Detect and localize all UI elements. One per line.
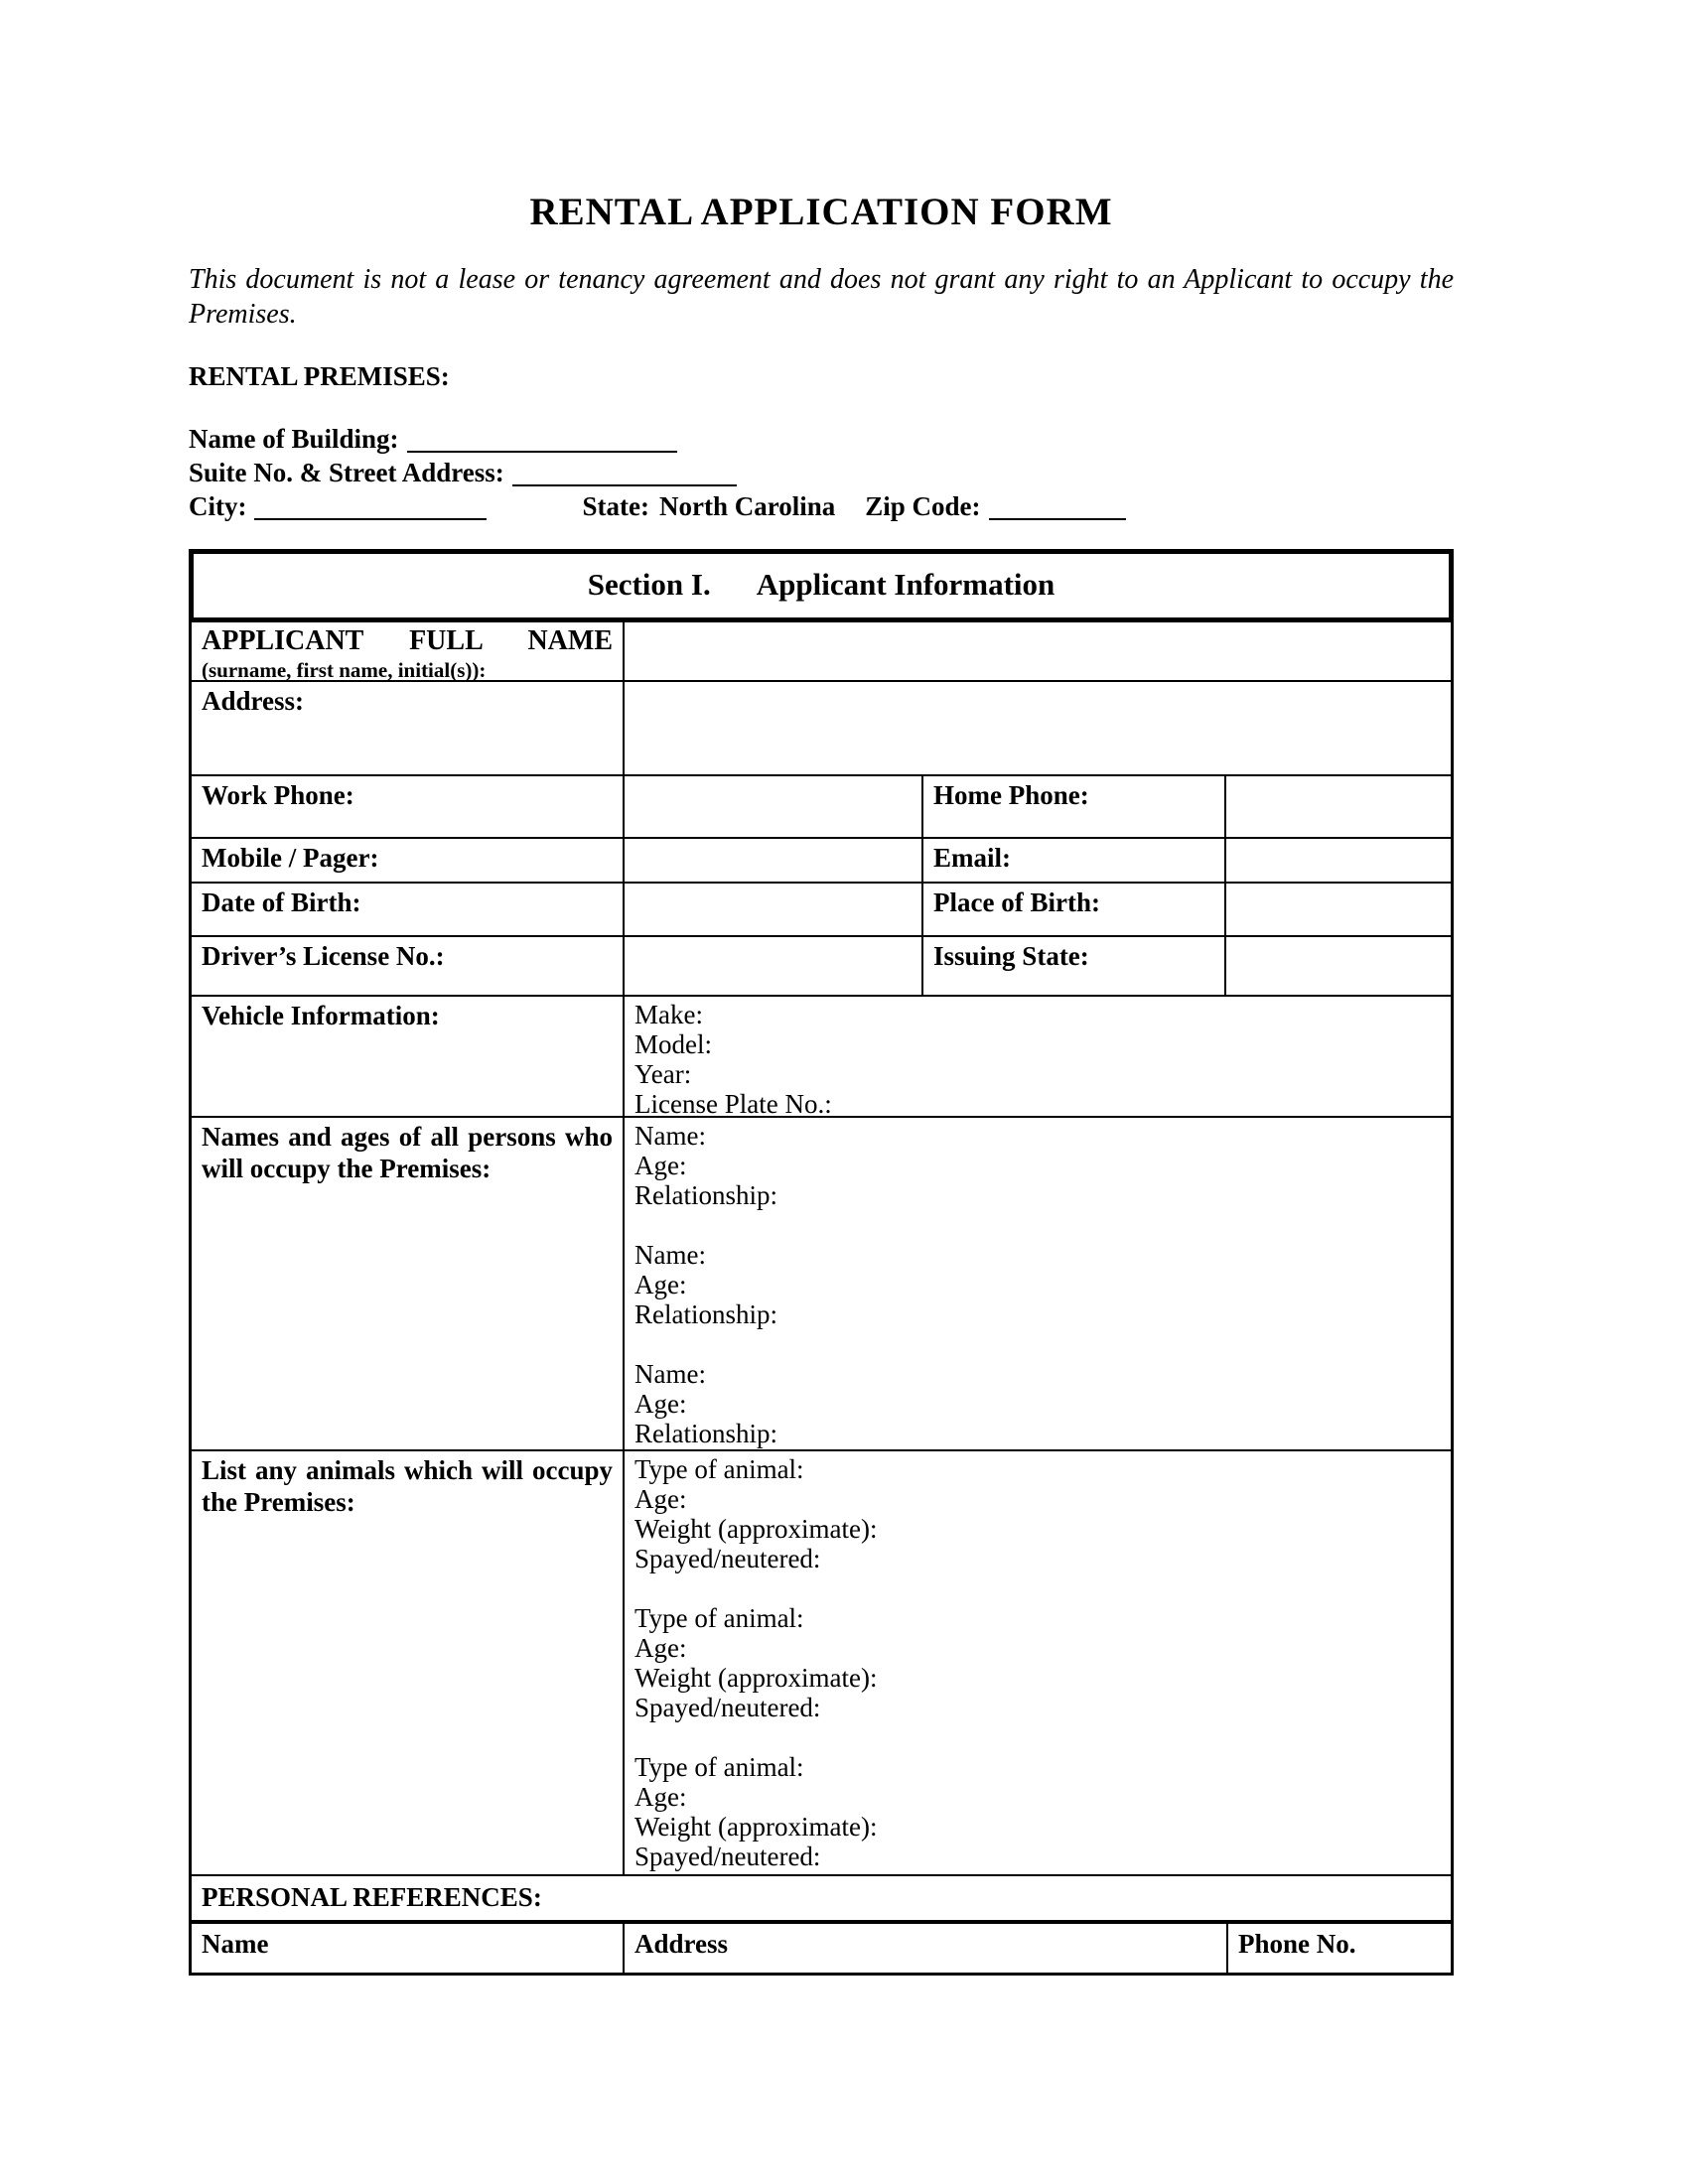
work-phone-input-cell[interactable] <box>623 776 921 837</box>
suite-street-field[interactable] <box>512 482 737 486</box>
state-label: State: <box>582 491 649 521</box>
section1-title: Applicant Information <box>756 567 1055 602</box>
occupant-age-label: Age: <box>634 1151 687 1180</box>
animal-weight-label: Weight (approximate): <box>634 1514 878 1544</box>
building-name-line <box>189 422 1454 456</box>
section1-number: Section I. <box>587 567 711 602</box>
occupants-input-cell[interactable] <box>623 1118 1451 1449</box>
animal-group <box>634 1752 1441 1871</box>
address-label: Address: <box>202 686 305 716</box>
date-of-birth-input-cell[interactable] <box>623 884 921 935</box>
occupant-name-label: Name: <box>634 1240 706 1270</box>
zip-code-label: Zip Code: <box>865 491 981 521</box>
building-name-label: Name of Building: <box>189 424 399 454</box>
vehicle-model-label: Model: <box>634 1029 712 1059</box>
drivers-license-label: Driver’s License No.: <box>202 941 445 971</box>
row-personal-references <box>192 1874 1451 1920</box>
animal-age-label: Age: <box>634 1484 687 1514</box>
applicant-name-label: APPLICANT FULL NAME <box>202 625 613 656</box>
page-title: RENTAL APPLICATION FORM <box>529 191 1113 233</box>
row-vehicle <box>192 995 1451 1119</box>
email-input-cell[interactable] <box>1224 839 1451 882</box>
issuing-state-input-cell[interactable] <box>1224 937 1451 995</box>
occupant-age-label: Age: <box>634 1270 687 1299</box>
animal-spayed-label: Spayed/neutered: <box>634 1842 821 1871</box>
animals-input-cell[interactable] <box>623 1451 1451 1874</box>
date-of-birth-label: Date of Birth: <box>202 887 361 917</box>
city-label: City: <box>189 491 247 521</box>
vehicle-info-input-cell[interactable] <box>623 997 1451 1119</box>
row-animals <box>192 1449 1451 1874</box>
mobile-pager-input-cell[interactable] <box>623 839 921 882</box>
animal-age-label: Age: <box>634 1782 687 1812</box>
row-address <box>192 680 1451 774</box>
occupant-relationship-label: Relationship: <box>634 1299 777 1329</box>
zip-code-field[interactable] <box>989 516 1126 520</box>
row-mobile-email <box>192 837 1451 882</box>
personal-references-heading: PERSONAL REFERENCES: <box>202 1882 542 1912</box>
row-occupants <box>192 1116 1451 1449</box>
occupant-group <box>634 1121 1441 1210</box>
suite-street-label: Suite No. & Street Address: <box>189 458 504 487</box>
animal-weight-label: Weight (approximate): <box>634 1812 878 1842</box>
row-work-home-phone <box>192 774 1451 837</box>
vehicle-info-label: Vehicle Information: <box>202 1001 440 1030</box>
mobile-pager-label: Mobile / Pager: <box>202 843 379 873</box>
disclaimer-text: This document is not a lease or tenancy agreement and does not grant any right to an Applicant to occupy the Premises. <box>189 264 1454 330</box>
row-license <box>192 935 1451 995</box>
state-value: North Carolina <box>658 491 836 521</box>
section1-header <box>189 549 1454 622</box>
home-phone-input-cell[interactable] <box>1224 776 1451 837</box>
occupant-name-label: Name: <box>634 1359 706 1389</box>
animal-type-label: Type of animal: <box>634 1603 804 1633</box>
applicant-name-sublabel: (surname, first name, initial(s)): <box>202 658 487 682</box>
email-label: Email: <box>921 839 1224 882</box>
animal-spayed-label: Spayed/neutered: <box>634 1693 821 1722</box>
building-name-field[interactable] <box>407 449 677 453</box>
animal-type-label: Type of animal: <box>634 1454 804 1484</box>
vehicle-make-label: Make: <box>634 1000 703 1029</box>
occupant-group <box>634 1240 1441 1329</box>
occupant-age-label: Age: <box>634 1389 687 1419</box>
animal-type-label: Type of animal: <box>634 1752 804 1782</box>
address-input-cell[interactable] <box>623 682 1451 774</box>
city-field[interactable] <box>254 516 487 520</box>
suite-street-line <box>189 456 1454 489</box>
row-applicant-name <box>192 622 1451 680</box>
animal-age-label: Age: <box>634 1633 687 1663</box>
city-state-zip-line <box>189 489 1454 523</box>
drivers-license-input-cell[interactable] <box>623 937 921 995</box>
place-of-birth-input-cell[interactable] <box>1224 884 1451 935</box>
occupant-group <box>634 1359 1441 1448</box>
rental-premises-heading: RENTAL PREMISES: <box>189 361 450 391</box>
occupant-name-label: Name: <box>634 1121 706 1151</box>
reference-phone-column-header: Phone No. <box>1226 1924 1451 1973</box>
animals-label: List any animals which will occupy the Premises: <box>202 1455 613 1517</box>
animal-spayed-label: Spayed/neutered: <box>634 1544 821 1573</box>
reference-address-column-header: Address <box>623 1924 1226 1973</box>
vehicle-year-label: Year: <box>634 1059 692 1089</box>
occupants-label: Names and ages of all persons who will occupy the Premises: <box>202 1122 613 1183</box>
place-of-birth-label: Place of Birth: <box>921 884 1224 935</box>
occupant-relationship-label: Relationship: <box>634 1180 777 1210</box>
applicant-info-table <box>189 622 1454 1976</box>
applicant-name-label-cell <box>192 622 623 680</box>
issuing-state-label: Issuing State: <box>921 937 1224 995</box>
animal-group <box>634 1603 1441 1722</box>
home-phone-label: Home Phone: <box>921 776 1224 837</box>
vehicle-plate-label: License Plate No.: <box>634 1089 832 1119</box>
animal-group <box>634 1454 1441 1573</box>
work-phone-label: Work Phone: <box>202 780 354 810</box>
occupant-relationship-label: Relationship: <box>634 1419 777 1448</box>
reference-name-column-header: Name <box>202 1929 269 1959</box>
row-birth <box>192 882 1451 935</box>
animal-weight-label: Weight (approximate): <box>634 1663 878 1693</box>
premises-fields <box>189 422 1454 523</box>
applicant-name-input-cell[interactable] <box>623 622 1451 680</box>
document-content <box>189 189 1454 1976</box>
row-reference-columns <box>192 1920 1451 1973</box>
